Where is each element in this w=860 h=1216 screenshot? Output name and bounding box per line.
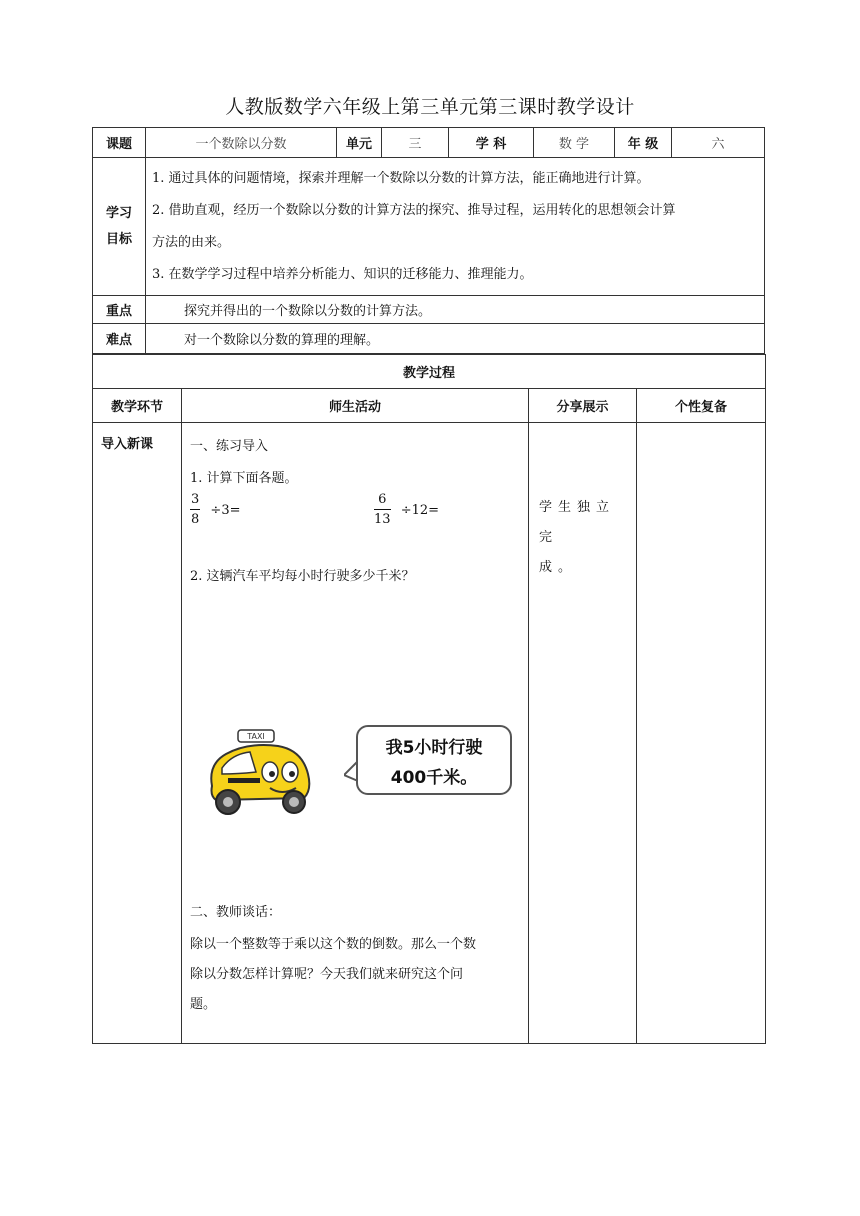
section-2-heading: 二、教师谈话： <box>190 905 282 920</box>
review-cell <box>637 423 766 1044</box>
unit-value: 三 <box>382 128 449 158</box>
goal-item: 方法的由来。 <box>152 234 231 250</box>
goal-item: 1. 通过具体的问题情境，探索并理解一个数除以分数的计算方法，能正确地进行计算。 <box>152 170 650 186</box>
talk-line-2: 除以分数怎样计算呢？今天我们就来研究这个问 <box>190 967 464 982</box>
expression-2 <box>374 491 439 530</box>
fraction-1-denominator: 8 <box>191 512 200 527</box>
expression-1-op: ÷3= <box>210 503 241 518</box>
subject-value: 数 学 <box>534 128 615 158</box>
col-review-header: 个性复备 <box>637 389 766 423</box>
fraction-2-denominator: 13 <box>374 512 391 527</box>
grade-label: 年 级 <box>615 128 672 158</box>
expression-2-op: ÷12= <box>400 503 440 518</box>
topic-value: 一个数除以分数 <box>146 128 337 158</box>
difficulty-label: 难点 <box>93 324 146 354</box>
grade-value: 六 <box>672 128 765 158</box>
goals-content <box>146 158 765 296</box>
goals-label-line2: 目标 <box>105 231 132 247</box>
section-1-heading: 一、练习导入 <box>190 439 269 454</box>
stage-cell: 导入新课 <box>93 423 182 1044</box>
goals-label-line1: 学习 <box>105 205 132 221</box>
key-point-label: 重点 <box>93 296 146 324</box>
talk-line-1: 除以一个整数等于乘以这个数的倒数。那么一个数 <box>190 937 477 952</box>
exercise-2: 2. 这辆汽车平均每小时行驶多少千米？ <box>190 569 415 584</box>
speech-bubble <box>356 725 512 795</box>
goal-item: 3. 在数学学习过程中培养分析能力、知识的迁移能力、推理能力。 <box>152 266 533 282</box>
talk-line-3: 题。 <box>190 997 217 1012</box>
col-activity-header: 师生活动 <box>182 389 529 423</box>
taxi-car-illustration <box>198 728 316 820</box>
expression-1 <box>190 491 240 530</box>
bubble-line-1: 我5小时行驶 <box>385 738 483 758</box>
goals-label <box>93 158 146 296</box>
taxi-sign-text: TAXI <box>247 732 265 741</box>
subject-label: 学 科 <box>449 128 534 158</box>
fraction-1-numerator: 3 <box>190 491 200 510</box>
unit-label: 单元 <box>337 128 382 158</box>
exercise-1: 1. 计算下面各题。 <box>190 471 298 486</box>
fraction-1 <box>190 491 200 530</box>
teaching-process-table <box>92 354 766 1044</box>
lesson-info-table <box>92 127 765 354</box>
topic-label: 课题 <box>93 128 146 158</box>
share-cell <box>529 423 637 1044</box>
activity-cell <box>182 423 529 1044</box>
col-stage-header: 教学环节 <box>93 389 182 423</box>
bubble-line-2: 400千米。 <box>390 768 478 788</box>
fraction-2-numerator: 6 <box>374 491 391 510</box>
page-title: 人教版数学六年级上第三单元第三课时教学设计 <box>225 96 635 118</box>
process-header: 教学过程 <box>93 355 766 389</box>
fraction-2 <box>374 491 391 530</box>
share-line-1: 学生独立完 <box>539 500 616 545</box>
share-line-2: 成。 <box>539 560 578 575</box>
key-point-value: 探究并得出的一个数除以分数的计算方法。 <box>146 296 765 324</box>
goal-item: 2. 借助直观，经历一个数除以分数的计算方法的探究、推导过程，运用转化的思想领会计算 <box>152 202 676 218</box>
difficulty-value: 对一个数除以分数的算理的理解。 <box>146 324 765 354</box>
col-share-header: 分享展示 <box>529 389 637 423</box>
